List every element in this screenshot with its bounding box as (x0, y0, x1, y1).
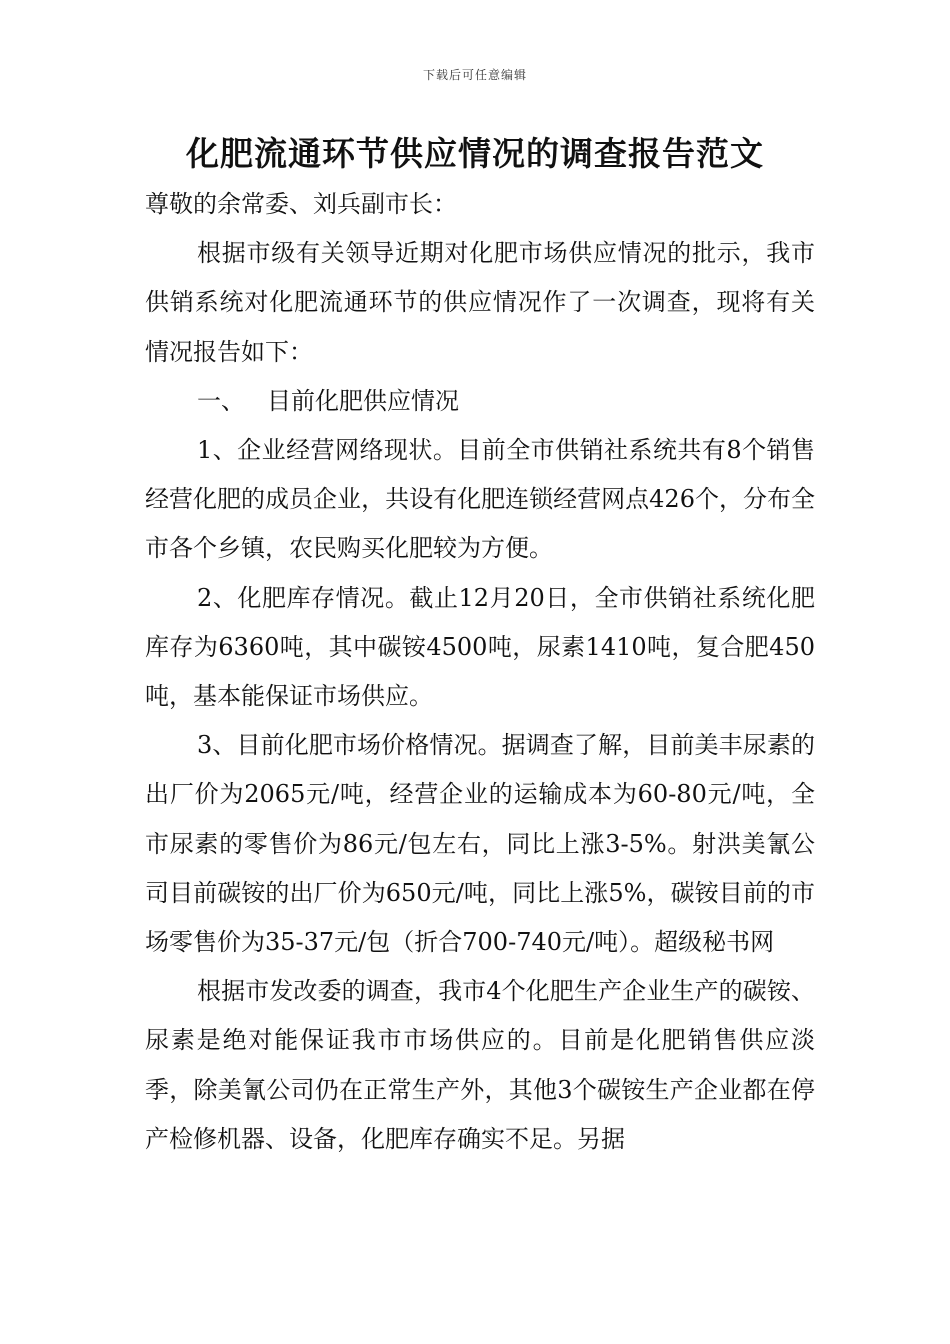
paragraph-survey: 根据市发改委的调查，我市4个化肥生产企业生产的碳铵、尿素是绝对能保证我市市场供应的。目前是化肥销售供应淡季，除美氰公司仍在正常生产外，其他3个碳铵生产企业都在停产检修机器、设备，化肥库存确实不足。另据 (145, 977, 815, 1153)
section-title: 目前化肥供应情况 (267, 386, 459, 415)
paragraph-inventory: 2、化肥库存情况。截止12月20日，全市供销社系统化肥库存为6360吨，其中碳铵4500吨，尿素1410吨，复合肥450吨，基本能保证市场供应。 (145, 583, 815, 711)
section-number: 一、 (197, 386, 245, 415)
section-heading (145, 377, 815, 426)
paragraph-network: 1、企业经营网络现状。目前全市供销社系统共有8个销售经营化肥的成员企业，共设有化肥连锁经营网点426个，分布全市各个乡镇，农民购买化肥较为方便。 (145, 436, 815, 563)
intro-paragraph: 根据市级有关领导近期对化肥市场供应情况的批示，我市供销系统对化肥流通环节的供应情况作了一次调查，现将有关情况报告如下： (145, 239, 815, 366)
salutation: 尊敬的余常委、刘兵副市长： (145, 190, 457, 218)
document-body (145, 180, 815, 1164)
paragraph-price: 3、目前化肥市场价格情况。据调查了解，目前美丰尿素的出厂价为2065元/吨，经营企业的运输成本为60-80元/吨，全市尿素的零售价为86元/包左右，同比上涨3-5%。射洪美氰公司目前碳铵的出厂价为650元/吨，同比上涨5%，碳铵目前的市场零售价为35-37元/包（折合700-740元/吨）。超级秘书网 (145, 731, 815, 957)
document-title: 化肥流通环节供应情况的调查报告范文 (186, 134, 764, 173)
header-note: 下载后可任意编辑 (422, 68, 527, 82)
